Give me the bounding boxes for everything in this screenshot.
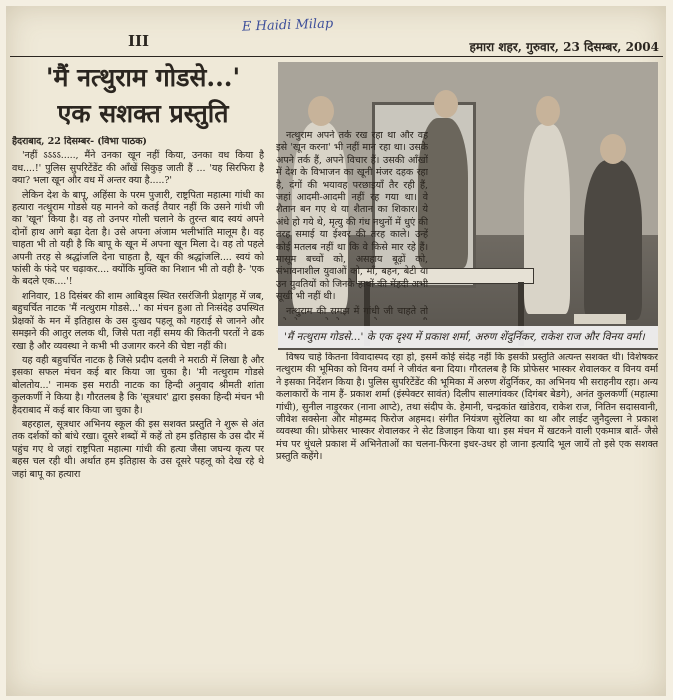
col2-paragraph: नत्थुराम अपने तर्क रख रहा था और वह इसे 'खून करना' भी नहीं मान रहा था। उसके अपने तर्क हैं, अपने विचार हैं। उसकी आँखों में देश के विभाजन का खूनी मंजर दहक रहा है, दंगों की भयावह परछाइयाँ तैर रही हैं, जहां आदमी-आदमी नहीं रह गया था। वे शैतान बन गए थे या शैतान का शिकार। ये अंधे हो गये थे, मृत्यु की गंध नथुनों में धुएं की तरह समाई या ईश्वर की तरह काले। उन्हें कोई मतलब नहीं था कि वे किसे मार रहे हैं। मासूम बच्चों को, असहाय बूढ़ों को, संभावनाशील युवाओं को, माँ, बहन, बेटी या उन युवतियों को जिनके हाथों की मेंहदी अभी सूखी भी नहीं थी।	[276, 130, 428, 303]
col2-paragraph: नत्थुराम की समझ में गांधी जी चाहते तो	[286, 305, 428, 317]
dateline: हैदराबाद, 22 दिसम्बर- (विभा पाठक)	[12, 136, 147, 147]
headline-line-1: 'मैं नत्थुराम गोडसे...'	[45, 63, 241, 92]
figure-standing-man	[524, 124, 570, 314]
headline-line-2: एक सशक्त प्रस्तुति	[57, 99, 229, 128]
section-date-header: हमारा शहर, गुरुवार, 23 दिसम्बर, 2004	[469, 40, 659, 54]
photo-caption: 'मैं नत्थुराम गोडसे...' के एक दृश्य में प्रकाश शर्मा, अरुण शेंदुर्निकर, राकेश राज और विनय वर्मा।	[278, 326, 658, 348]
stage-stool	[574, 314, 626, 324]
col1-paragraph: यह वही बहुचर्चित नाटक है जिसे प्रदीप दलवी ने मराठी में लिखा है और इसका सफल मंचन कई बार किया जा चुका है। 'मी नत्थुराम गोडसे बोलतोय...' नामक इस मराठी नाटक का हिन्दी अनुवाद श्रीमती शांता कुलकर्णी ने किया है। गौरतलब है कि 'सूत्रधार' द्वारा इसका हिन्दी मंचन भी हैदराबाद में कई बार किया जा चुका है।	[12, 354, 264, 416]
header-rule	[10, 56, 663, 57]
col3-paragraph: विषय चाहे कितना विवादास्पद रहा हो, इसमें कोई संदेह नहीं कि इसकी प्रस्तुति अत्यन्त सशक्त थी। विशेषकर नत्थुराम की भूमिका को विनय वर्मा ने जीवंत बना दिया। गौरतलब है कि प्रोफेसर भास्कर शेवालकर व विनय वर्मा ने इसका निर्देशन किया है। पुलिस सुपरिटेंडेंट की भूमिका में अरुण शेंदुर्निकर, का अभिनय भी सराहनीय रहा। अन्य कलाकारों के नाम हैं- प्रकाश शर्मा (इंस्पेक्टर सावंत) दिलीप सालगांवकर (दिगंबर बेडगे), अनंत कुलकर्णी (महात्मा गांधी), सुनील नाड़ुरकर (नाना आप्टे), तथा संदीप के. हेमानी, चन्द्रकांत खांडेराव, राकेश राज, नितिन सदासवानी, जीवेश सक्सेना और मोहम्मद फिरोज अहमद। संगीत नियंत्रण सुरेलिया का था और लाईट जुनैदुल्ला ने प्रकाश व्यवस्था की। प्रोफेसर भास्कर शेवालकर ने सेट डिजाइन किया था। इस मंचन में खटकने वाली एकमात्र बातें- जैसे मंच पर धुंधले प्रकाश में अभिनेताओं का चलना-फिरना इधर-उधर हो जाना इत्यादि भूल जायें तो इसे एक सशक्त प्रस्तुति कहेंगे।	[276, 352, 658, 463]
figure-seated-man	[584, 160, 642, 320]
article-column-2	[276, 130, 428, 320]
col1-paragraph: 'नहीं ऽऽऽऽ....., मैंने उनका खून नहीं किया, उनका वध किया है वध....!' पुलिस सुपरिटेंडेंट की आँखें सिकुड़ जाती हैं ... 'यह सिरफिरा है क्या? भला खून और वध में अन्तर क्या है.....?'	[12, 150, 264, 187]
article-column-1	[12, 136, 264, 694]
col1-paragraph: बहरहाल, सूत्रधार अभिनय स्कूल की इस सशक्त प्रस्तुति ने शुरू से अंत तक दर्शकों को बांधे रखा। दूसरे शब्दों में कहें तो हम इतिहास के उस दौर में पहुंच गए थे जहां राष्ट्रपिता महात्मा गांधी की हत्या जैसा जघन्य कृत्य पर बहस चल रही थी। अर्थात हम इतिहास के उस दूसरे पहलू को देख रहे थे जहां बापू का हत्यारा	[12, 418, 264, 480]
page-number: III	[128, 32, 150, 50]
headline	[12, 60, 274, 132]
col1-paragraph: लेकिन देश के बापू, अहिंसा के परम पुजारी, राष्ट्रपिता महात्मा गांधी का हत्यारा नत्थुराम गोडसे यह मानने को कतई तैयार नहीं कि उसने गांधी जी का 'खून' किया है। वह तो उनपर गोली चलाने के तुरन्त बाद स्वयं अपने दोनों हाथ आगे बढ़ा देता है। उसे अपना अंजाम भलीभांति मालूम है। वह चाहता भी तो यही है कि बापू के खून में अपना खून मिला दे। वह तो पहले अपनी तरह से श्रद्धांजलि देना चाहता है, खून की श्रद्धांजलि.... स्वयं को फांसी के फंदे पर चढ़ाकर.... क्योंकि मुक्ति का निशान भी तो वही है- 'एक के बदले एक....'!	[12, 189, 264, 288]
article-column-3	[276, 352, 658, 692]
handwritten-note: E Haidi Milap	[241, 16, 334, 35]
col1-paragraph: शनिवार, 18 दिसंबर की शाम आबिड्स स्थित रसरंजिनी प्रेक्षागृह में जब, बहुचर्चित नाटक 'मैं नत्थुराम गोडसे...' का मंचन हुआ तो निःसंदेह उपस्थित प्रेक्षकों के मन में इतिहास के उस दुःखद पहलू को गहराई से जानने और समझने की आतुर ललक थी, जिसे पता नहीं समय की कितनी परतों ने ढक रखा है और व्यवस्था ने कभी भी उजागर करने की चेष्टा नहीं की।	[12, 290, 264, 352]
